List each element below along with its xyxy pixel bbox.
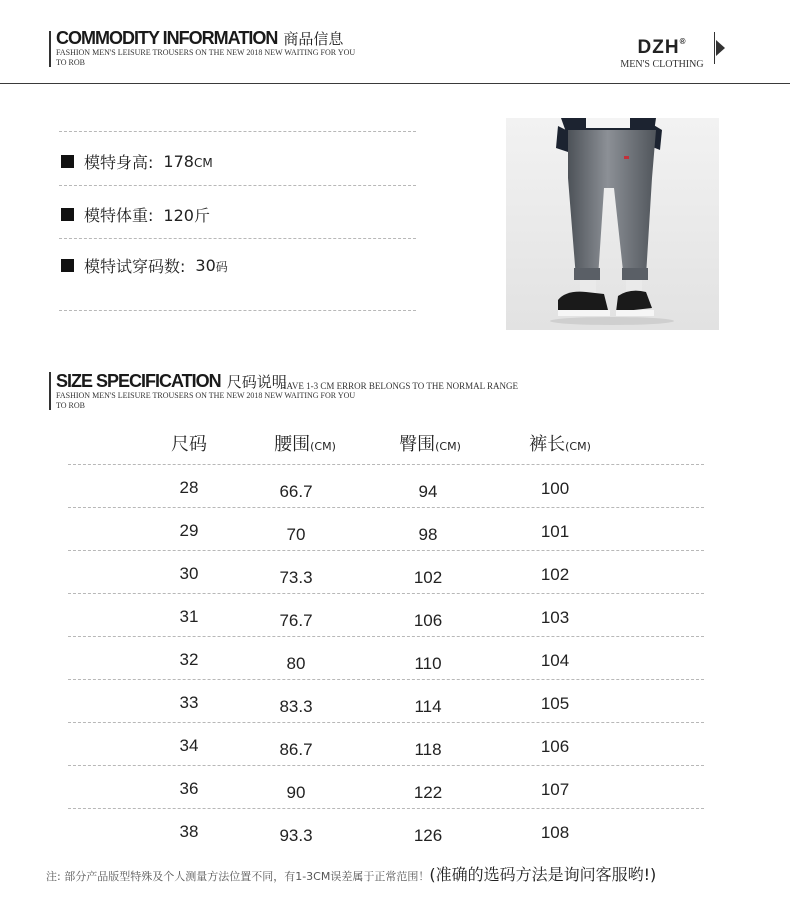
model-height-unit: CM bbox=[193, 156, 213, 170]
table-row-divider bbox=[68, 722, 704, 723]
cell-length: 105 bbox=[540, 694, 570, 713]
model-height-value bbox=[163, 152, 212, 171]
col-header-waist bbox=[274, 430, 336, 456]
cell-size: 36 bbox=[179, 779, 199, 798]
model-height-number: 178 bbox=[163, 152, 194, 171]
info-divider bbox=[59, 185, 416, 186]
cell-length: 103 bbox=[540, 608, 570, 627]
model-photo bbox=[506, 118, 719, 330]
col-header-length-unit: (CM) bbox=[565, 440, 591, 453]
cell-hip: 102 bbox=[413, 568, 443, 587]
bullet-square-icon bbox=[61, 155, 74, 168]
col-header-waist-unit: (CM) bbox=[310, 440, 336, 453]
commodity-title-en: COMMODITY INFORMATION bbox=[56, 28, 278, 48]
model-size-label: 模特试穿码数: bbox=[84, 257, 186, 276]
cell-length: 101 bbox=[540, 522, 570, 541]
cell-length: 108 bbox=[540, 823, 570, 842]
cell-size: 38 bbox=[179, 822, 199, 841]
commodity-title bbox=[56, 28, 343, 49]
cell-size: 32 bbox=[179, 650, 199, 669]
info-divider bbox=[59, 131, 416, 132]
col-header-hip bbox=[399, 430, 461, 456]
col-header-size bbox=[171, 430, 207, 456]
cell-length: 104 bbox=[540, 651, 570, 670]
size-error-note: HAVE 1-3 CM ERROR BELONGS TO THE NORMAL RANGE bbox=[280, 381, 519, 391]
model-photo-illustration bbox=[506, 118, 719, 330]
cell-size: 31 bbox=[179, 607, 199, 626]
cell-hip: 126 bbox=[413, 826, 443, 845]
table-row-divider bbox=[68, 808, 704, 809]
brand-divider bbox=[714, 32, 715, 64]
table-row-divider bbox=[68, 765, 704, 766]
model-weight-value bbox=[163, 203, 210, 226]
cell-waist: 73.3 bbox=[279, 568, 313, 587]
cell-hip: 114 bbox=[414, 697, 442, 716]
size-accent-bar bbox=[49, 372, 51, 410]
bullet-square-icon bbox=[61, 259, 74, 272]
info-divider bbox=[59, 238, 416, 239]
model-height-label: 模特身高: bbox=[84, 153, 154, 172]
model-weight-number: 120 bbox=[163, 206, 194, 225]
commodity-subtitle: FASHION MEN'S LEISURE TROUSERS ON THE NEW 2018 NEW WAITING FOR YOU TO ROB bbox=[56, 48, 356, 67]
model-size-row bbox=[61, 254, 228, 277]
cell-hip: 118 bbox=[414, 740, 442, 759]
brand-registered-mark: ® bbox=[679, 37, 687, 46]
table-row-divider bbox=[68, 679, 704, 680]
brand-logo-text: DZH bbox=[637, 37, 680, 58]
col-header-waist-label: 腰围 bbox=[274, 434, 311, 455]
bullet-square-icon bbox=[61, 208, 74, 221]
cell-length: 102 bbox=[540, 565, 570, 584]
cell-size: 28 bbox=[179, 478, 199, 497]
col-header-length bbox=[529, 430, 591, 456]
cell-hip: 106 bbox=[413, 611, 443, 630]
cell-waist: 86.7 bbox=[279, 740, 313, 759]
model-height-row bbox=[61, 150, 213, 173]
cell-waist: 76.7 bbox=[279, 611, 313, 630]
arrow-right-icon bbox=[716, 40, 725, 56]
size-title bbox=[56, 371, 287, 392]
model-weight-unit: 斤 bbox=[193, 206, 210, 225]
cell-waist: 90 bbox=[286, 783, 306, 802]
size-subtitle: FASHION MEN'S LEISURE TROUSERS ON THE NEW 2018 NEW WAITING FOR YOU TO ROB bbox=[56, 391, 356, 410]
table-row-divider bbox=[68, 636, 704, 637]
cell-length: 100 bbox=[540, 479, 570, 498]
size-title-en: SIZE SPECIFICATION bbox=[56, 371, 221, 391]
model-weight-row bbox=[61, 203, 210, 226]
col-header-hip-unit: (CM) bbox=[435, 440, 461, 453]
brand-block bbox=[612, 32, 712, 71]
table-divider bbox=[68, 464, 704, 465]
col-header-length-label: 裤长 bbox=[529, 434, 566, 455]
cell-size: 34 bbox=[179, 736, 199, 755]
table-row-divider bbox=[68, 507, 704, 508]
cell-length: 107 bbox=[540, 780, 570, 799]
size-title-cn: 尺码说明 bbox=[226, 373, 287, 391]
cell-waist: 93.3 bbox=[279, 826, 313, 845]
cell-waist: 70 bbox=[286, 525, 306, 544]
col-header-size-label: 尺码 bbox=[171, 434, 207, 455]
cell-size: 33 bbox=[179, 693, 199, 712]
brand-subtitle: MEN'S CLOTHING bbox=[620, 59, 704, 70]
footer-note bbox=[46, 862, 656, 885]
cell-waist: 83.3 bbox=[279, 697, 313, 716]
footer-highlight-text: (准确的选码方法是询问客服哟!) bbox=[429, 865, 657, 884]
commodity-header bbox=[0, 0, 790, 84]
col-header-hip-label: 臀围 bbox=[399, 434, 436, 455]
header-accent-bar bbox=[49, 31, 51, 67]
model-size-unit: 码 bbox=[215, 260, 228, 274]
commodity-title-cn: 商品信息 bbox=[283, 30, 344, 48]
cell-size: 29 bbox=[179, 521, 199, 540]
cell-length: 106 bbox=[540, 737, 570, 756]
cell-waist: 80 bbox=[286, 654, 306, 673]
model-size-number: 30 bbox=[195, 256, 216, 275]
cell-hip: 122 bbox=[413, 783, 443, 802]
footer-note-text: 注: 部分产品版型特殊及个人测量方法位置不同，有1-3CM误差属于正常范围！ bbox=[46, 870, 430, 883]
cell-size: 30 bbox=[179, 564, 199, 583]
model-size-value bbox=[195, 256, 227, 275]
table-row-divider bbox=[68, 550, 704, 551]
model-weight-label: 模特体重: bbox=[84, 206, 154, 225]
cell-hip: 98 bbox=[418, 525, 438, 544]
table-row-divider bbox=[68, 593, 704, 594]
cell-hip: 94 bbox=[418, 482, 438, 501]
cell-waist: 66.7 bbox=[279, 482, 313, 501]
brand-logo bbox=[612, 32, 712, 58]
info-divider bbox=[59, 310, 416, 311]
cell-hip: 110 bbox=[414, 654, 442, 673]
